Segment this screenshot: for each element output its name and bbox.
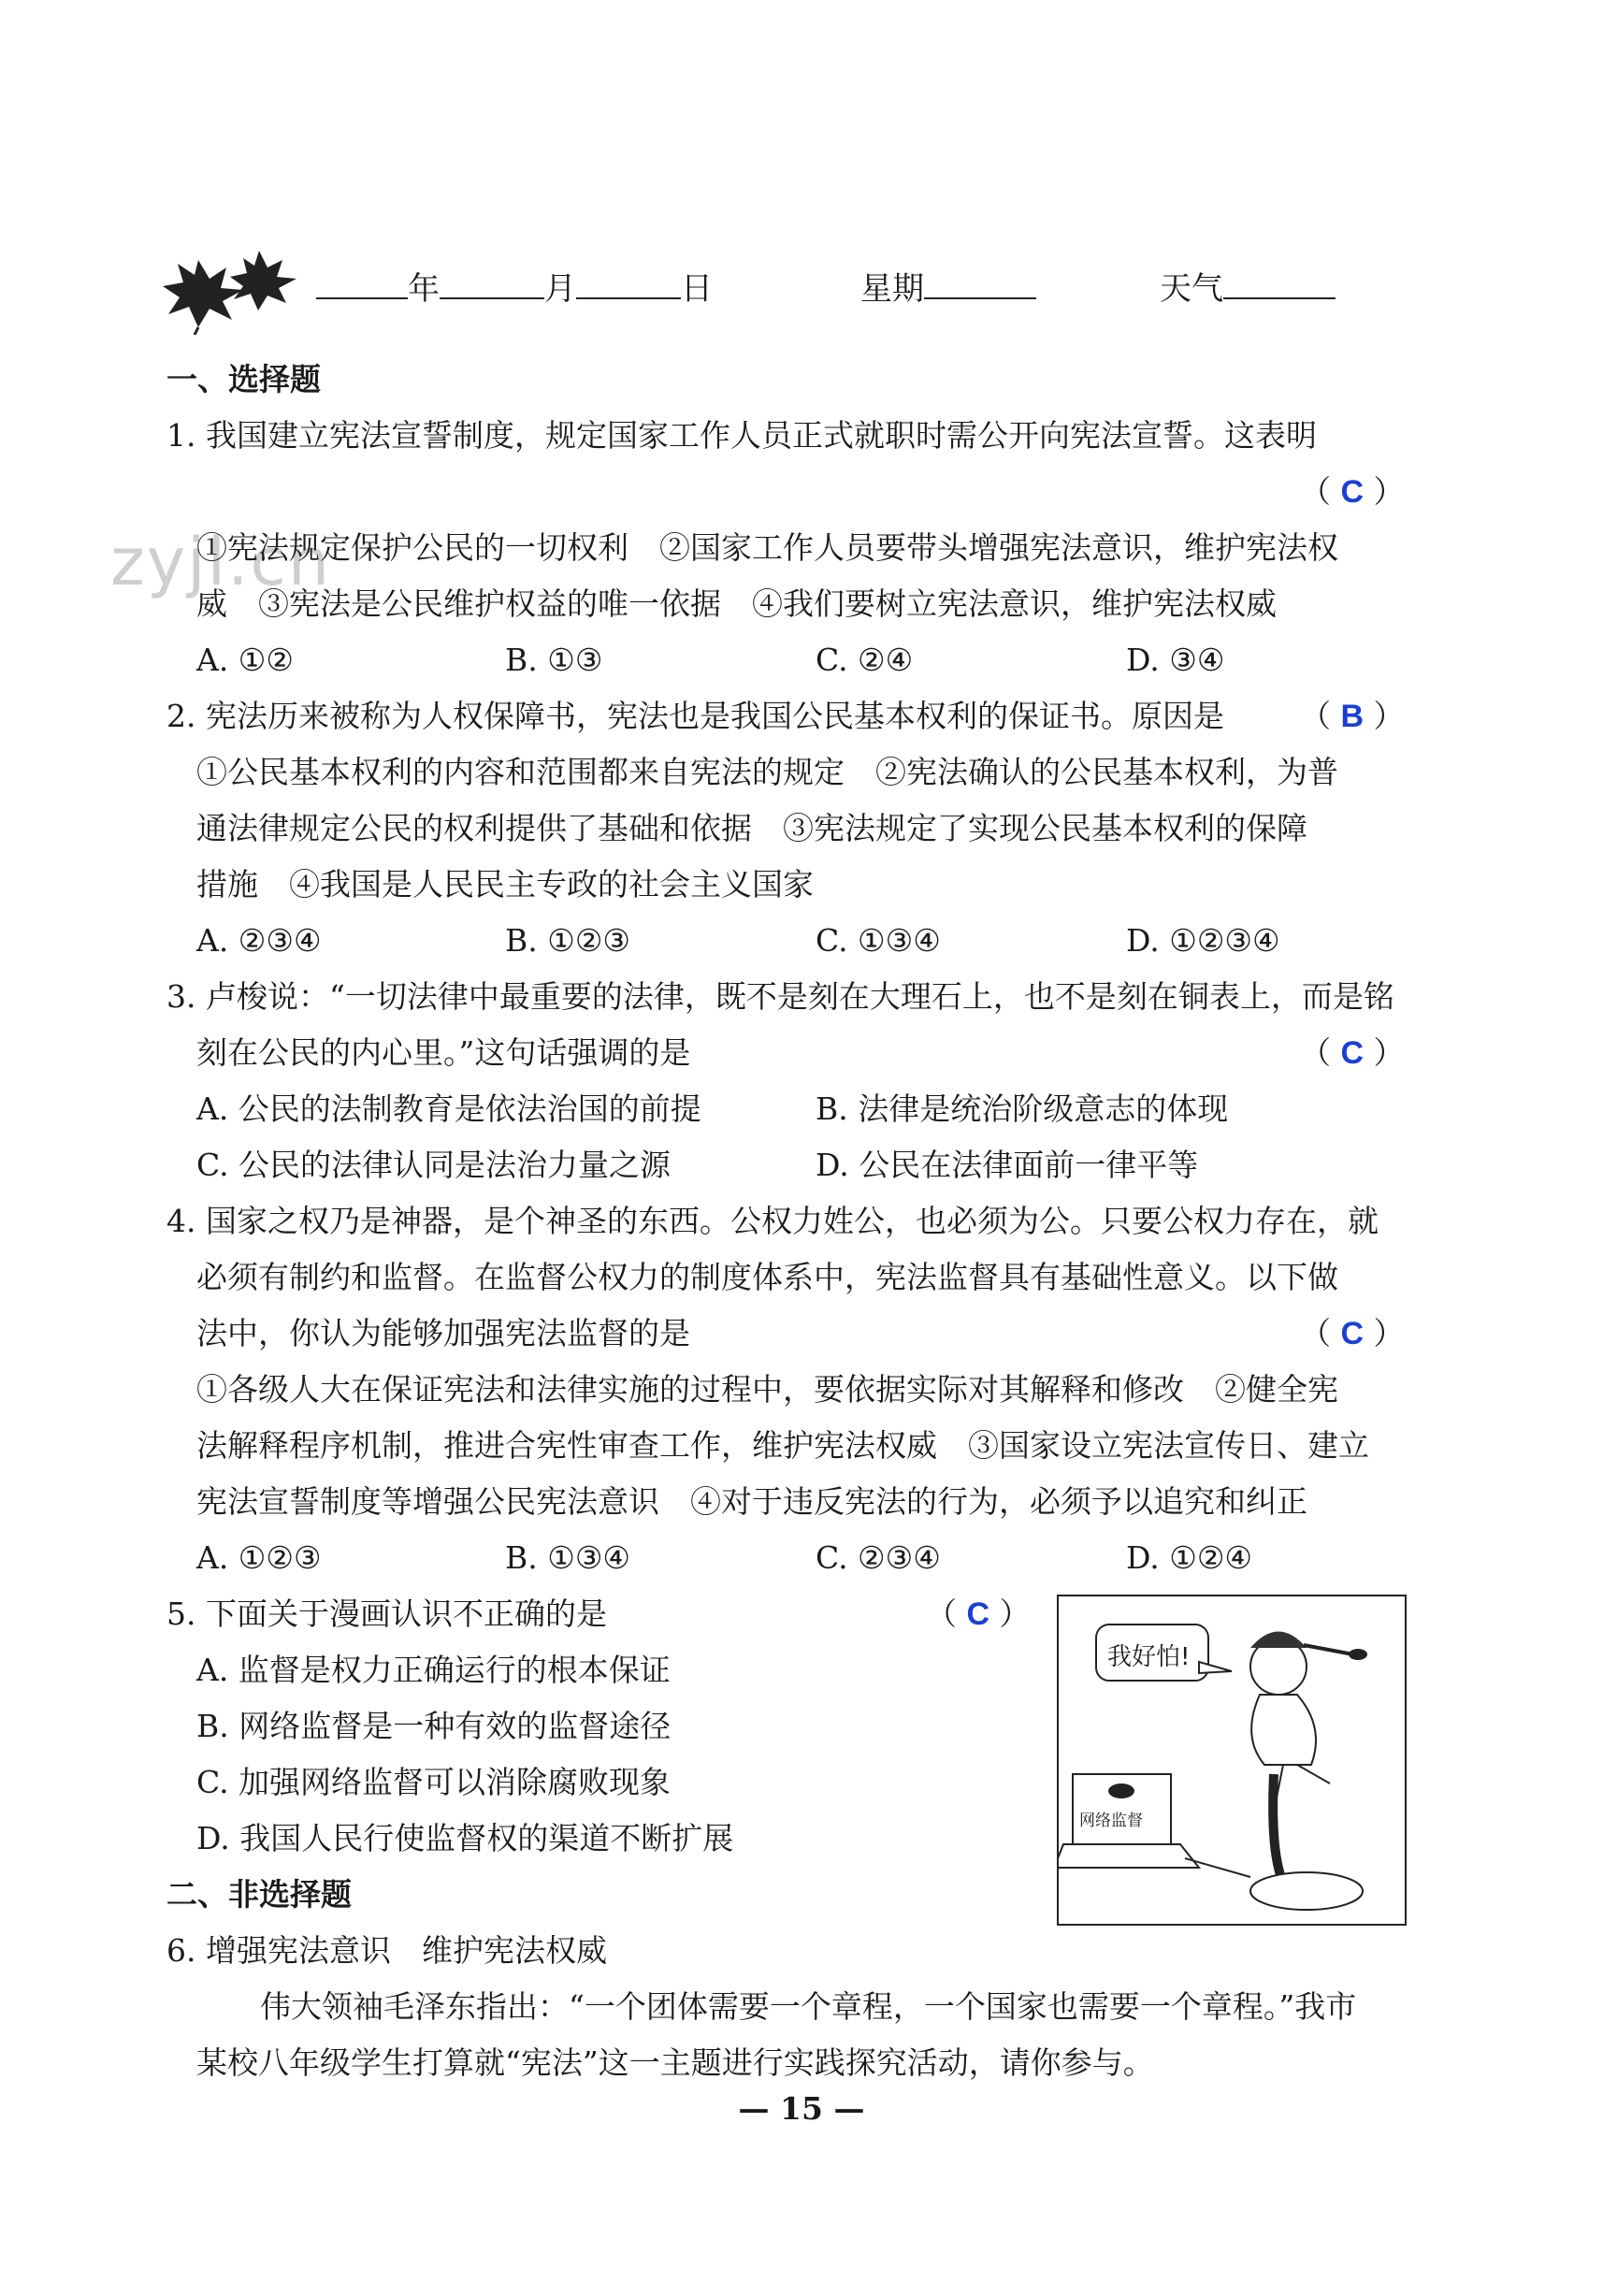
weekday-label: 星期 [860,270,924,308]
q6-paragraph-line2: 某校八年级学生打算就“宪法”这一主题进行实践探究活动，请你参与。 [196,2044,1154,2081]
q4-answer-value: C [1340,1316,1365,1351]
maple-leaf-icon [161,241,310,335]
q2-option-d[interactable]: D. ①②③④ [1126,922,1280,959]
q3-option-a[interactable]: A. 公民的法制教育是依法治国的前提 [196,1090,701,1127]
q4-line1: ①各级人大在保证宪法和法律实施的过程中，要依据实际对其解释和修改 ②健全宪 [196,1371,1338,1408]
year-blank[interactable] [316,269,408,299]
q4-line2: 法解释程序机制，推进合宪性审查工作，维护宪法权威 ③国家设立宪法宣传日、建立 [196,1427,1369,1464]
q1-answer-value: C [1340,474,1365,510]
q2-option-b[interactable]: B. ①②③ [505,922,630,959]
q1-option-b[interactable]: B. ①③ [505,642,603,678]
q1-option-c[interactable]: C. ②④ [816,642,914,678]
q4-stem-line2: 必须有制约和监督。在监督公权力的制度体系中，宪法监督具有基础性意义。以下做 [196,1259,1338,1295]
q2-option-a[interactable]: A. ②③④ [196,922,322,959]
year-label: 年 [408,270,440,308]
q4-option-c[interactable]: C. ②③④ [816,1539,941,1576]
q4-line3: 宪法宣誓制度等增强公民宪法意识 ④对于违反宪法的行为，必须予以追究和纠正 [196,1483,1307,1520]
q3-stem-line2: 刻在公民的内心里。”这句话强调的是 [196,1034,691,1071]
q4-option-b[interactable]: B. ①③④ [505,1539,630,1576]
q3-option-d[interactable]: D. 公民在法律面前一律平等 [816,1147,1199,1183]
q2-answer: （ B ） [1300,698,1405,734]
q5-answer: （ C ） [926,1596,1031,1632]
day-blank[interactable] [576,269,681,299]
q4-stem-line3: 法中，你认为能够加强宪法监督的是 [196,1315,690,1351]
q2-option-c[interactable]: C. ①③④ [816,922,941,959]
date-header [316,269,713,308]
q4-answer: （ C ） [1300,1315,1405,1351]
q6-title: 6. 增强宪法意识 维护宪法权威 [166,1932,607,1969]
weather-field [1160,269,1336,308]
q3-option-b[interactable]: B. 法律是统治阶级意志的体现 [816,1090,1229,1127]
q3-option-c[interactable]: C. 公民的法律认同是法治力量之源 [196,1147,672,1183]
q5-option-c[interactable]: C. 加强网络监督可以消除腐败现象 [196,1764,672,1800]
q3-answer-value: C [1340,1035,1365,1071]
day-label: 日 [681,270,713,308]
cartoon-speech-text: 我好怕! [1107,1643,1191,1671]
watermark: zyjl.cn [110,524,332,600]
q1-line2: 威 ③宪法是公民维护权益的唯一依据 ④我们要树立宪法意识，维护宪法权威 [196,585,1277,622]
q5-option-d[interactable]: D. 我国人民行使监督权的渠道不断扩展 [196,1820,734,1856]
page-number: — 15 — [738,2090,865,2127]
q5-answer-value: C [966,1596,990,1632]
cartoon-figure [1057,1595,1407,1926]
weather-blank[interactable] [1223,269,1336,299]
section-title-choice: 一、选择题 [166,361,321,397]
q1-line1: ①宪法规定保护公民的一切权利 ②国家工作人员要带头增强宪法意识，维护宪法权 [196,529,1338,566]
q3-stem-line1: 3. 卢梭说：“一切法律中最重要的法律，既不是刻在大理石上，也不是刻在铜表上，而是铭 [166,978,1394,1015]
q3-answer: （ C ） [1300,1034,1405,1071]
q4-option-d[interactable]: D. ①②④ [1126,1539,1253,1576]
month-blank[interactable] [440,269,544,299]
q2-stem: 2. 宪法历来被称为人权保障书，宪法也是我国公民基本权利的保证书。原因是 [166,698,1224,734]
q1-stem: 1. 我国建立宪法宣誓制度，规定国家工作人员正式就职时需公开向宪法宣誓。这表明 [166,417,1317,454]
q2-line2: 通法律规定公民的权利提供了基础和依据 ③宪法规定了实现公民基本权利的保障 [196,810,1307,846]
q5-stem: 5. 下面关于漫画认识不正确的是 [166,1596,607,1632]
q1-option-a[interactable]: A. ①② [196,642,294,678]
q1-option-d[interactable]: D. ③④ [1126,642,1225,678]
q4-option-a[interactable]: A. ①②③ [196,1539,322,1576]
cartoon-screen-text: 网络监督 [1079,1812,1143,1830]
q5-option-a[interactable]: A. 监督是权力正确运行的根本保证 [196,1652,671,1688]
q2-line1: ①公民基本权利的内容和范围都来自宪法的规定 ②宪法确认的公民基本权利，为普 [196,754,1338,790]
q4-stem-line1: 4. 国家之权乃是神器，是个神圣的东西。公权力姓公，也必须为公。只要公权力存在，就 [166,1203,1379,1239]
q2-answer-value: B [1340,699,1365,734]
q5-option-b[interactable]: B. 网络监督是一种有效的监督途径 [196,1708,672,1744]
weather-label: 天气 [1160,270,1223,308]
section-title-nonchoice: 二、非选择题 [166,1876,352,1913]
weekday-field [860,269,1036,308]
q1-answer: （ C ） [1300,473,1405,510]
q2-line3: 措施 ④我国是人民民主专政的社会主义国家 [196,866,814,903]
weekday-blank[interactable] [924,269,1036,299]
q6-paragraph-line1: 伟大领袖毛泽东指出：“一个团体需要一个章程，一个国家也需要一个章程。”我市 [260,1988,1357,2025]
month-label: 月 [544,270,576,308]
